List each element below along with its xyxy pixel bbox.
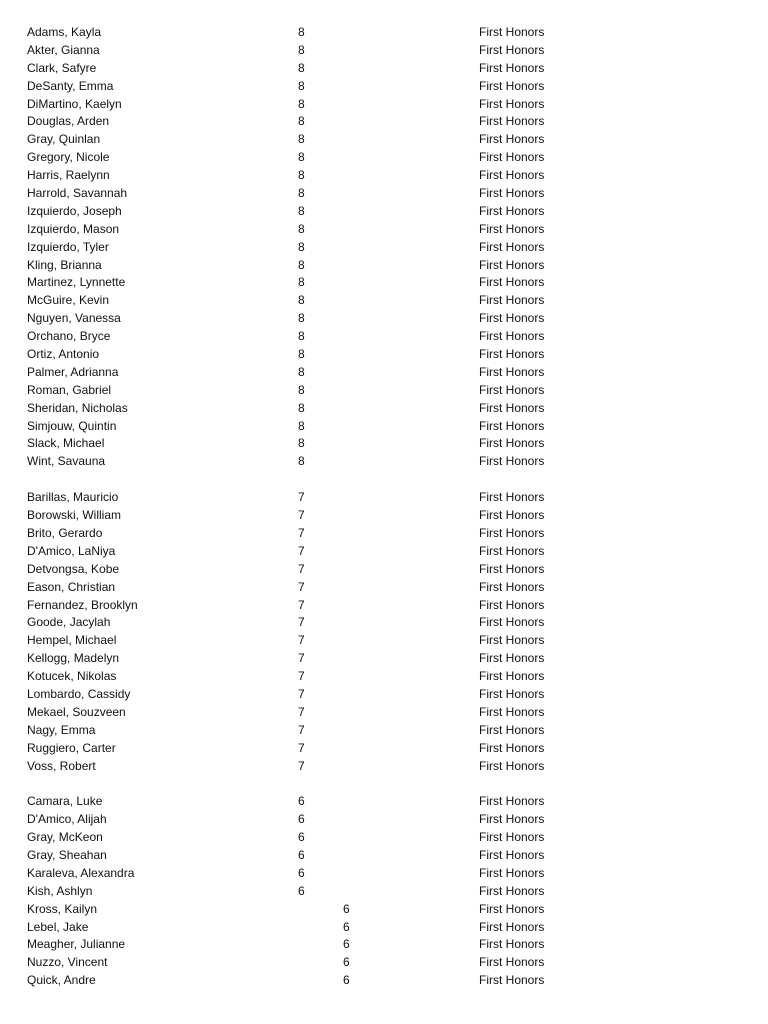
student-name: Borowski, William — [27, 508, 122, 523]
student-name: McGuire, Kevin — [27, 293, 110, 308]
honor-level: First Honors — [479, 686, 545, 701]
student-grade: 8 — [298, 114, 305, 129]
honor-level: First Honors — [479, 651, 545, 666]
student-name: DeSanty, Emma — [27, 78, 114, 93]
student-grade: 7 — [298, 597, 305, 612]
student-grade: 8 — [298, 454, 305, 469]
student-row — [0, 382, 768, 400]
student-name: Akter, Gianna — [27, 42, 100, 57]
student-name: Nguyen, Vanessa — [27, 311, 121, 326]
honor-level: First Honors — [479, 865, 545, 880]
student-name: Gregory, Nicole — [27, 150, 110, 165]
honor-level: First Honors — [479, 847, 545, 862]
honor-level: First Honors — [479, 42, 545, 57]
honor-level: First Honors — [479, 311, 545, 326]
honor-level: First Honors — [479, 633, 545, 648]
honor-level: First Honors — [479, 919, 545, 934]
student-name: Mekael, Souzveen — [27, 704, 126, 719]
student-grade: 8 — [298, 168, 305, 183]
student-grade: 8 — [298, 60, 305, 75]
student-grade: 8 — [298, 329, 305, 344]
student-grade: 8 — [298, 132, 305, 147]
student-grade: 7 — [298, 508, 305, 523]
student-name: Goode, Jacylah — [27, 615, 111, 630]
grade-group — [0, 24, 768, 471]
student-grade: 6 — [298, 794, 305, 809]
honor-level: First Honors — [479, 758, 545, 773]
honor-level: First Honors — [479, 257, 545, 272]
student-name: D'Amico, LaNiya — [27, 543, 116, 558]
student-grade: 8 — [298, 364, 305, 379]
student-row — [0, 78, 768, 96]
student-row — [0, 936, 768, 954]
honor-level: First Honors — [479, 508, 545, 523]
student-row — [0, 722, 768, 740]
student-row — [0, 328, 768, 346]
student-grade: 7 — [298, 633, 305, 648]
honor-level: First Honors — [479, 293, 545, 308]
student-row — [0, 686, 768, 704]
student-grade: 7 — [298, 758, 305, 773]
student-grade: 8 — [298, 418, 305, 433]
student-row — [0, 489, 768, 507]
honor-level: First Honors — [479, 704, 545, 719]
student-name: D'Amico, Alijah — [27, 812, 107, 827]
honor-level: First Honors — [479, 436, 545, 451]
student-name: Eason, Christian — [27, 579, 116, 594]
student-name: Nagy, Emma — [27, 722, 96, 737]
student-grade: 7 — [298, 561, 305, 576]
student-grade: 8 — [298, 436, 305, 451]
student-grade: 8 — [298, 382, 305, 397]
honor-level: First Honors — [479, 418, 545, 433]
student-grade: 8 — [298, 78, 305, 93]
honor-level: First Honors — [479, 615, 545, 630]
student-grade: 8 — [298, 400, 305, 415]
student-name: Nuzzo, Vincent — [27, 955, 108, 970]
honor-level: First Honors — [479, 25, 545, 39]
student-name: Lombardo, Cassidy — [27, 686, 131, 701]
student-name: Sheridan, Nicholas — [27, 400, 128, 415]
student-name: Gray, Quinlan — [27, 132, 101, 147]
honor-level: First Honors — [479, 901, 545, 916]
student-name: Kross, Kailyn — [27, 901, 98, 916]
honor-level: First Honors — [479, 812, 545, 827]
student-grade: 7 — [298, 686, 305, 701]
student-row — [0, 972, 768, 990]
honor-level: First Honors — [479, 96, 545, 111]
honor-level: First Honors — [479, 114, 545, 129]
student-row — [0, 793, 768, 811]
student-grade: 6 — [298, 883, 305, 898]
grade-group — [0, 489, 768, 775]
honor-level: First Honors — [479, 239, 545, 254]
student-grade: 7 — [298, 543, 305, 558]
student-row — [0, 901, 768, 919]
honor-level: First Honors — [479, 275, 545, 290]
student-row — [0, 704, 768, 722]
student-name: Adams, Kayla — [27, 25, 102, 39]
student-name: Martinez, Lynnette — [27, 275, 126, 290]
student-name: Ruggiero, Carter — [27, 740, 116, 755]
student-row — [0, 185, 768, 203]
student-row — [0, 113, 768, 131]
student-name: Kotucek, Nikolas — [27, 669, 117, 684]
honor-level: First Honors — [479, 973, 545, 988]
student-name: Lebel, Jake — [27, 919, 89, 934]
student-row — [0, 453, 768, 471]
student-row — [0, 865, 768, 883]
student-grade: 7 — [298, 651, 305, 666]
student-row — [0, 131, 768, 149]
student-grade: 8 — [298, 186, 305, 201]
honor-level: First Honors — [479, 329, 545, 344]
student-name: Izquierdo, Mason — [27, 221, 120, 236]
student-row — [0, 310, 768, 328]
student-row — [0, 883, 768, 901]
honor-level: First Honors — [479, 830, 545, 845]
honor-level: First Honors — [479, 221, 545, 236]
student-row — [0, 954, 768, 972]
student-grade: 6 — [343, 973, 350, 988]
student-grade: 8 — [298, 293, 305, 308]
student-name: Slack, Michael — [27, 436, 105, 451]
student-grade: 6 — [343, 955, 350, 970]
student-name: Voss, Robert — [27, 758, 96, 773]
honor-level: First Honors — [479, 490, 545, 505]
student-row — [0, 829, 768, 847]
honor-level: First Honors — [479, 955, 545, 970]
student-name: Harrold, Savannah — [27, 186, 128, 201]
student-name: Barillas, Mauricio — [27, 490, 119, 505]
student-name: Fernandez, Brooklyn — [27, 597, 138, 612]
honor-level: First Honors — [479, 150, 545, 165]
honor-roll-list — [0, 24, 768, 1008]
student-row — [0, 274, 768, 292]
student-row — [0, 42, 768, 60]
student-grade: 8 — [298, 347, 305, 362]
student-name: Hempel, Michael — [27, 633, 117, 648]
grade-group — [0, 793, 768, 990]
honor-level: First Honors — [479, 722, 545, 737]
student-row — [0, 758, 768, 776]
student-row — [0, 740, 768, 758]
honor-level: First Honors — [479, 186, 545, 201]
student-name: Wint, Savauna — [27, 454, 106, 469]
student-row — [0, 203, 768, 221]
student-grade: 8 — [298, 203, 305, 218]
student-name: Karaleva, Alexandra — [27, 865, 135, 880]
student-row — [0, 811, 768, 829]
student-grade: 8 — [298, 221, 305, 236]
student-row — [0, 668, 768, 686]
student-grade: 7 — [298, 579, 305, 594]
student-row — [0, 847, 768, 865]
student-row — [0, 614, 768, 632]
student-grade: 7 — [298, 615, 305, 630]
student-row — [0, 149, 768, 167]
student-row — [0, 579, 768, 597]
student-row — [0, 221, 768, 239]
student-grade: 6 — [298, 812, 305, 827]
student-name: Kling, Brianna — [27, 257, 102, 272]
student-grade: 7 — [298, 722, 305, 737]
honor-level: First Honors — [479, 382, 545, 397]
student-grade: 8 — [298, 275, 305, 290]
honor-level: First Honors — [479, 597, 545, 612]
student-grade: 8 — [298, 96, 305, 111]
student-name: Meagher, Julianne — [27, 937, 126, 952]
honor-level: First Honors — [479, 347, 545, 362]
student-grade: 8 — [298, 150, 305, 165]
student-name: Camara, Luke — [27, 794, 103, 809]
student-grade: 7 — [298, 490, 305, 505]
student-row — [0, 96, 768, 114]
student-name: Roman, Gabriel — [27, 382, 112, 397]
student-row — [0, 650, 768, 668]
student-row — [0, 418, 768, 436]
student-grade: 6 — [298, 830, 305, 845]
student-grade: 7 — [298, 704, 305, 719]
student-row — [0, 257, 768, 275]
student-grade: 6 — [298, 847, 305, 862]
student-row — [0, 435, 768, 453]
honor-level: First Honors — [479, 78, 545, 93]
student-row — [0, 597, 768, 615]
student-grade: 7 — [298, 740, 305, 755]
student-row — [0, 525, 768, 543]
student-name: Orchano, Bryce — [27, 329, 111, 344]
student-name: Izquierdo, Tyler — [27, 239, 109, 254]
student-name: Kish, Ashlyn — [27, 883, 93, 898]
student-name: Izquierdo, Joseph — [27, 203, 122, 218]
student-row — [0, 543, 768, 561]
student-name: Simjouw, Quintin — [27, 418, 117, 433]
student-grade: 8 — [298, 311, 305, 326]
student-name: Gray, McKeon — [27, 830, 103, 845]
student-row — [0, 507, 768, 525]
honor-level: First Honors — [479, 740, 545, 755]
student-row — [0, 400, 768, 418]
student-name: Kellogg, Madelyn — [27, 651, 120, 666]
honor-level: First Honors — [479, 525, 545, 540]
honor-level: First Honors — [479, 454, 545, 469]
student-row — [0, 239, 768, 257]
student-grade: 6 — [343, 901, 350, 916]
student-grade: 7 — [298, 669, 305, 684]
student-name: Ortiz, Antonio — [27, 347, 100, 362]
student-row — [0, 561, 768, 579]
honor-level: First Honors — [479, 543, 545, 558]
student-name: Brito, Gerardo — [27, 525, 103, 540]
student-grade: 7 — [298, 525, 305, 540]
student-name: Quick, Andre — [27, 973, 96, 988]
student-name: Palmer, Adrianna — [27, 364, 119, 379]
honor-level: First Honors — [479, 669, 545, 684]
student-grade: 8 — [298, 257, 305, 272]
honor-level: First Honors — [479, 400, 545, 415]
student-name: Harris, Raelynn — [27, 168, 110, 183]
student-row — [0, 919, 768, 937]
honor-level: First Honors — [479, 794, 545, 809]
student-row — [0, 24, 768, 42]
student-row — [0, 167, 768, 185]
honor-level: First Honors — [479, 883, 545, 898]
student-row — [0, 364, 768, 382]
student-grade: 8 — [298, 25, 305, 39]
honor-level: First Honors — [479, 203, 545, 218]
student-row — [0, 292, 768, 310]
student-name: Douglas, Arden — [27, 114, 110, 129]
student-grade: 6 — [343, 937, 350, 952]
honor-level: First Honors — [479, 579, 545, 594]
honor-level: First Honors — [479, 132, 545, 147]
student-grade: 6 — [298, 865, 305, 880]
student-row — [0, 346, 768, 364]
student-grade: 6 — [343, 919, 350, 934]
student-grade: 8 — [298, 42, 305, 57]
student-row — [0, 60, 768, 78]
student-grade: 8 — [298, 239, 305, 254]
student-name: Detvongsa, Kobe — [27, 561, 120, 576]
honor-level: First Honors — [479, 561, 545, 576]
honor-level: First Honors — [479, 364, 545, 379]
student-name: DiMartino, Kaelyn — [27, 96, 122, 111]
honor-level: First Honors — [479, 937, 545, 952]
honor-level: First Honors — [479, 60, 545, 75]
student-name: Clark, Safyre — [27, 60, 97, 75]
student-name: Gray, Sheahan — [27, 847, 107, 862]
student-row — [0, 632, 768, 650]
honor-level: First Honors — [479, 168, 545, 183]
